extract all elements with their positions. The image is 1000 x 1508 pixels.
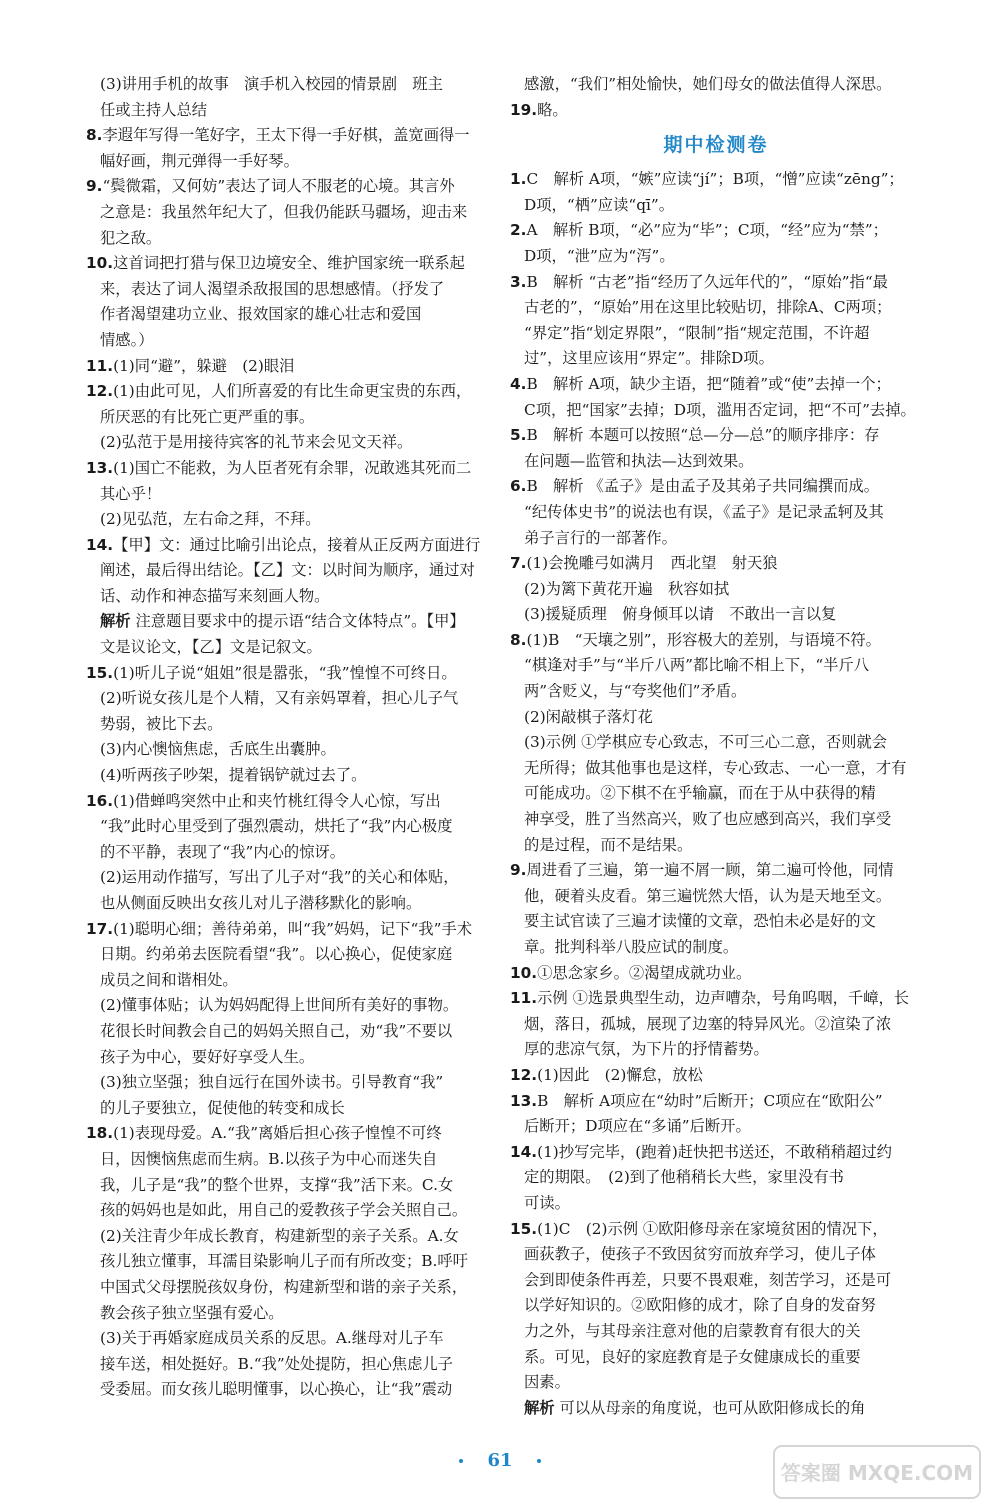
line-text: (2)关注青少年成长教育，构建新型的亲子关系。A.女 bbox=[100, 1226, 459, 1245]
text-line bbox=[86, 558, 494, 584]
line-text: B 解析 A项，缺少主语，把“随着”或“使”去掉一个； bbox=[526, 374, 891, 393]
text-line bbox=[86, 1096, 494, 1122]
text-line bbox=[510, 321, 922, 347]
text-line bbox=[510, 98, 922, 124]
text-line bbox=[86, 430, 494, 456]
text-line bbox=[86, 1224, 494, 1250]
page-number-dot-right bbox=[537, 1459, 541, 1463]
line-text: (2)为篱下黄花开遍 秋容如拭 bbox=[524, 579, 730, 598]
line-text: B 解析 A项应在“幼时”后断开；C项应在“欧阳公” bbox=[537, 1091, 883, 1110]
watermark-text: 答案圈 MXQE.COM bbox=[780, 1461, 974, 1485]
text-line bbox=[510, 1089, 922, 1115]
text-line bbox=[510, 1293, 922, 1319]
text-line bbox=[510, 781, 922, 807]
text-line bbox=[510, 679, 922, 705]
line-text: (1)抄写完毕，(跑着)赶快把书送还，不敢稍稍超过约 bbox=[537, 1142, 892, 1161]
text-line bbox=[86, 1070, 494, 1096]
question-number: 18. bbox=[86, 1124, 114, 1143]
line-text: 示例 ①选景典型生动，边声嘈杂，号角呜咽，千嶂，长 bbox=[537, 989, 910, 1008]
line-text: (1)听儿子说“姐姐”很是嚣张，“我”惶惶不可终日。 bbox=[113, 663, 457, 682]
text-line bbox=[86, 72, 494, 98]
text-line bbox=[510, 500, 922, 526]
line-text: 过”，这里应该用“界定”。排除D项。 bbox=[524, 349, 774, 368]
text-line bbox=[86, 251, 494, 277]
text-line bbox=[86, 354, 494, 380]
line-text: 情感。） bbox=[100, 330, 154, 349]
line-text: 可以从母亲的角度说，也可从欧阳修成长的角 bbox=[554, 1398, 866, 1417]
right-column-answers bbox=[510, 167, 922, 1421]
text-line bbox=[86, 840, 494, 866]
text-line bbox=[86, 226, 494, 252]
question-number: 12. bbox=[510, 1065, 538, 1084]
text-line bbox=[86, 763, 494, 789]
text-line bbox=[86, 379, 494, 405]
line-text: 的儿子要独立，促使他的转变和成长 bbox=[100, 1098, 345, 1117]
line-text: 日期。约弟弟去医院看望“我”。以心换心，促使家庭 bbox=[100, 945, 453, 964]
text-line bbox=[86, 942, 494, 968]
question-number: 2. bbox=[510, 221, 527, 240]
text-line bbox=[510, 909, 922, 935]
text-line bbox=[510, 474, 922, 500]
text-line bbox=[510, 1268, 922, 1294]
text-line bbox=[86, 1147, 494, 1173]
text-line bbox=[86, 865, 494, 891]
text-line bbox=[86, 1275, 494, 1301]
line-text: “纪传体史书”的说法也有误，《孟子》是记录孟轲及其 bbox=[524, 502, 884, 521]
line-text: 日，因懊恼焦虑而生病。B.以孩子为中心而迷失自 bbox=[100, 1149, 438, 1168]
question-number: 11. bbox=[86, 356, 114, 375]
question-number: 15. bbox=[510, 1219, 538, 1238]
line-text: (1)B “天壤之别”，形容极大的差别，与语境不符。 bbox=[526, 630, 881, 649]
line-text: (2)运用动作描写，写出了儿子对“我”的关心和体贴， bbox=[100, 868, 459, 887]
text-line bbox=[510, 986, 922, 1012]
line-text: (1)C (2)示例 ①欧阳修母亲在家境贫困的情况下， bbox=[537, 1219, 888, 1238]
line-text: (1)会挽雕弓如满月 西北望 射天狼 bbox=[526, 554, 778, 573]
text-line bbox=[86, 200, 494, 226]
text-line bbox=[510, 653, 922, 679]
question-number: 13. bbox=[510, 1091, 538, 1110]
line-text: (1)同“避”，躲避 (2)眼泪 bbox=[113, 356, 295, 375]
line-text: ①思念家乡。②渴望成就功业。 bbox=[537, 963, 752, 982]
line-text: 接车送，相处挺好。B.“我”处处提防，担心焦虑儿子 bbox=[100, 1354, 453, 1373]
line-text: 会到即使条件再差，只要不畏艰难，刻苦学习，还是可 bbox=[524, 1270, 892, 1289]
text-line bbox=[86, 507, 494, 533]
text-line bbox=[86, 1121, 494, 1147]
line-text: 之意是：我虽然年纪大了，但我仍能跃马疆场，迎击来 bbox=[100, 202, 468, 221]
line-text: 后断开；D项应在“多诵”后断开。 bbox=[524, 1117, 751, 1136]
text-line bbox=[510, 218, 922, 244]
text-line bbox=[86, 814, 494, 840]
line-text: 力之外，与其母亲注意对他的启蒙教育有很大的关 bbox=[524, 1321, 861, 1340]
question-number: 16. bbox=[86, 791, 114, 810]
question-number: 19. bbox=[510, 100, 538, 119]
text-line bbox=[86, 328, 494, 354]
line-text: 受委屈。而女孩儿聪明懂事，以心换心，让“我”震动 bbox=[100, 1380, 453, 1399]
text-line bbox=[86, 968, 494, 994]
line-text: (1)国亡不能救，为人臣者死有余罪，况敢逃其死而二 bbox=[113, 458, 472, 477]
text-line bbox=[86, 609, 494, 635]
text-line bbox=[86, 149, 494, 175]
question-number: 14. bbox=[510, 1142, 538, 1161]
line-text: C 解析 A项，“嫉”应读“jí”；B项，“憎”应读“zēng”； bbox=[526, 170, 904, 189]
text-line bbox=[510, 372, 922, 398]
question-number: 8. bbox=[86, 126, 103, 145]
line-text: 可读。 bbox=[524, 1193, 570, 1212]
question-number: 17. bbox=[86, 919, 114, 938]
line-text: “鬓微霜，又何妨”表达了词人不服老的心境。其言外 bbox=[102, 177, 455, 196]
text-line bbox=[86, 405, 494, 431]
line-text: B 解析 “古老”指“经历了久远年代的”，“原始”指“最 bbox=[526, 272, 888, 291]
text-line bbox=[86, 1352, 494, 1378]
line-text: “界定”指“划定界限”，“限制”指“规定范围，不许超 bbox=[524, 323, 870, 342]
right-column bbox=[510, 72, 922, 1421]
line-text: C项，把“国家”去掉；D项，滥用否定词，把“不可”去掉。 bbox=[524, 400, 916, 419]
line-text: 孩子为中心，要好好享受人生。 bbox=[100, 1047, 315, 1066]
line-text: 的不平静，表现了“我”内心的惊讶。 bbox=[100, 842, 346, 861]
text-line bbox=[510, 1037, 922, 1063]
question-number: 8. bbox=[510, 630, 527, 649]
line-text: 无所得；做其他事也是这样，专心致志、一心一意，才有 bbox=[524, 758, 907, 777]
text-line bbox=[86, 123, 494, 149]
line-text: A 解析 B项，“必”应为“毕”；C项，“经”应为“禁”； bbox=[526, 221, 888, 240]
text-line bbox=[510, 935, 922, 961]
question-number: 10. bbox=[86, 254, 114, 273]
question-number: 4. bbox=[510, 374, 527, 393]
line-text: (3)示例 ①学棋应专心致志，不可三心二意，否则就会 bbox=[524, 733, 888, 752]
text-line bbox=[86, 712, 494, 738]
line-text: 犯之敌。 bbox=[100, 228, 162, 247]
line-text: (2)闲敲棋子落灯花 bbox=[524, 707, 653, 726]
line-text: 话、动作和神态描写来刻画人物。 bbox=[100, 586, 330, 605]
text-line bbox=[510, 730, 922, 756]
text-line bbox=[510, 961, 922, 987]
question-number: 5. bbox=[510, 426, 527, 445]
text-line bbox=[510, 1217, 922, 1243]
text-line bbox=[510, 1191, 922, 1217]
question-number: 3. bbox=[510, 272, 527, 291]
text-line bbox=[86, 482, 494, 508]
line-text: 来，表达了词人渴望杀敌报国的思想感情。（抒发了 bbox=[100, 279, 445, 298]
line-text: 作者渴望建功立业、报效国家的雄心壮志和爱国 bbox=[100, 305, 422, 324]
line-text: (2)弘范于是用接待宾客的礼节来会见文天祥。 bbox=[100, 433, 413, 452]
text-line bbox=[510, 551, 922, 577]
line-text: 李遐年写得一笔好字，王太下得一手好棋，盖宽画得一 bbox=[102, 126, 470, 145]
line-text: (2)懂事体贴；认为妈妈配得上世间所有美好的事物。 bbox=[100, 996, 459, 1015]
text-line bbox=[510, 346, 922, 372]
line-text: (3)关于再婚家庭成员关系的反思。A.继母对儿子车 bbox=[100, 1329, 444, 1348]
text-line bbox=[510, 167, 922, 193]
line-text: (1)由此可见，人们所喜爱的有比生命更宝贵的东西， bbox=[113, 382, 472, 401]
text-line bbox=[86, 917, 494, 943]
text-line bbox=[510, 72, 922, 98]
line-text: 章。批判科举八股应试的制度。 bbox=[524, 938, 739, 956]
text-line bbox=[510, 1063, 922, 1089]
text-line bbox=[86, 1249, 494, 1275]
question-number: 12. bbox=[86, 382, 114, 401]
text-line bbox=[86, 891, 494, 917]
text-line bbox=[510, 423, 922, 449]
line-text: 文是议论文，【乙】文是记叙文。 bbox=[100, 638, 322, 657]
line-text: 在问题—监管和执法—达到效果。 bbox=[524, 451, 754, 470]
line-text: (3)讲用手机的故事 演手机入校园的情景剧 班主 bbox=[100, 75, 443, 93]
left-column bbox=[86, 72, 494, 1403]
line-text: (1)借蝉鸣突然中止和夹竹桃红得令人心惊，写出 bbox=[113, 791, 441, 810]
question-number: 10. bbox=[510, 963, 538, 982]
text-line bbox=[510, 628, 922, 654]
text-line bbox=[510, 602, 922, 628]
line-text: “我”此时心里受到了强烈震动，烘托了“我”内心极度 bbox=[100, 817, 453, 836]
text-line bbox=[86, 533, 494, 559]
text-line bbox=[86, 302, 494, 328]
question-number: 14. bbox=[86, 535, 114, 554]
line-text: 定的期限。 (2)到了他稍稍长大些，家里没有书 bbox=[524, 1168, 844, 1187]
line-text: (1)聪明心细；善待弟弟，叫“我”妈妈，记下“我”手术 bbox=[113, 919, 472, 938]
line-text: 系。可见，良好的家庭教育是子女健康成长的重要 bbox=[524, 1347, 861, 1366]
text-line bbox=[510, 705, 922, 731]
line-text: “棋逢对手”与“半斤八两”都比喻不相上下，“半斤八 bbox=[524, 656, 870, 675]
line-text: 所厌恶的有比死亡更严重的事。 bbox=[100, 407, 315, 426]
text-line bbox=[86, 98, 494, 124]
text-line bbox=[510, 449, 922, 475]
text-line bbox=[86, 174, 494, 200]
text-line bbox=[510, 270, 922, 296]
text-line bbox=[510, 244, 922, 270]
line-text: 烟，落日，孤城，展现了边塞的特异风光。②渲染了浓 bbox=[524, 1014, 892, 1033]
text-line bbox=[510, 1165, 922, 1191]
line-text: 厚的悲凉气氛，为下片的抒情蓄势。 bbox=[524, 1040, 769, 1059]
text-line bbox=[86, 1301, 494, 1327]
line-text: 孩儿独立懂事，耳濡目染影响儿子而有所改变；B.呼吁 bbox=[100, 1252, 468, 1271]
text-line bbox=[86, 789, 494, 815]
text-line bbox=[86, 456, 494, 482]
page-number-text: 61 bbox=[487, 1450, 513, 1471]
line-text: 我，儿子是“我”的整个世界，支撑“我”活下来。C.女 bbox=[100, 1175, 454, 1194]
text-line bbox=[86, 1326, 494, 1352]
line-text: 阐述，最后得出结论。【乙】文：以时间为顺序，通过对 bbox=[100, 561, 475, 580]
text-line bbox=[510, 526, 922, 552]
question-number: 13. bbox=[86, 458, 114, 477]
question-number: 9. bbox=[86, 177, 103, 196]
question-number: 6. bbox=[510, 477, 527, 496]
line-text: 注意题目要求中的提示语“结合文体特点”。【甲】 bbox=[130, 612, 465, 631]
text-line bbox=[86, 993, 494, 1019]
line-text: 成员之间和谐相处。 bbox=[100, 970, 238, 989]
line-text: 教会孩子独立坚强有爱心。 bbox=[100, 1303, 284, 1322]
text-line bbox=[86, 737, 494, 763]
line-text: 也从侧面反映出女孩儿对儿子潜移默化的影响。 bbox=[100, 894, 422, 912]
line-text: D项，“栖”应读“qī”。 bbox=[524, 195, 675, 214]
analysis-label: 解析 bbox=[100, 612, 131, 631]
text-line bbox=[510, 398, 922, 424]
analysis-label: 解析 bbox=[524, 1398, 555, 1417]
text-line bbox=[86, 277, 494, 303]
line-text: 两”含贬义，与“夸奖他们”矛盾。 bbox=[524, 682, 747, 701]
text-line bbox=[86, 1377, 494, 1403]
text-line bbox=[510, 193, 922, 219]
text-line bbox=[510, 1396, 922, 1422]
text-line bbox=[510, 1319, 922, 1345]
line-text: D项，“泄”应为“泻”。 bbox=[524, 246, 675, 265]
line-text: 【甲】文：通过比喻引出论点，接着从正反两方面进行 bbox=[113, 535, 481, 554]
line-text: 以学好知识的。②欧阳修的成才，除了自身的发奋努 bbox=[524, 1296, 876, 1315]
text-line bbox=[510, 1140, 922, 1166]
text-line bbox=[86, 635, 494, 661]
line-text: B 解析 《孟子》是由孟子及其弟子共同编撰而成。 bbox=[526, 477, 880, 496]
text-line bbox=[86, 584, 494, 610]
line-text: (3)独立坚强；独自远行在国外读书。引导教育“我” bbox=[100, 1073, 444, 1092]
text-line bbox=[510, 295, 922, 321]
question-number: 15. bbox=[86, 663, 114, 682]
line-text: 这首词把打猎与保卫边境安全、维护国家统一联系起 bbox=[113, 254, 465, 273]
text-line bbox=[86, 1045, 494, 1071]
line-text: 中国式父母摆脱孩奴身份，构建新型和谐的亲子关系， bbox=[100, 1277, 468, 1296]
line-text: (2)听说女孩儿是个人精，又有亲妈罩着，担心儿子气 bbox=[100, 689, 459, 708]
text-line bbox=[510, 1345, 922, 1371]
text-line bbox=[510, 807, 922, 833]
text-line bbox=[510, 833, 922, 859]
text-line bbox=[510, 756, 922, 782]
line-text: B 解析 本题可以按照“总—分—总”的顺序排序：存 bbox=[526, 426, 880, 445]
line-text: 周进看了三遍，第一遍不屑一顾，第二遍可怜他，同情 bbox=[526, 861, 894, 880]
line-text: 任或主持人总结 bbox=[100, 100, 208, 119]
line-text: 孩的妈妈也是如此，用自己的爱教孩子学会关照自己。 bbox=[100, 1201, 468, 1220]
text-line bbox=[86, 1198, 494, 1224]
line-text: 因素。 bbox=[524, 1373, 570, 1392]
page-number-dot-left bbox=[459, 1459, 463, 1463]
line-text: 略。 bbox=[537, 100, 568, 119]
line-text: 要主试官读了三遍才读懂的文章，恐怕未必是好的文 bbox=[524, 912, 876, 931]
line-text: 势弱，被比下去。 bbox=[100, 714, 223, 733]
line-text: 古老的”，“原始”用在这里比较贴切，排除A、C两项； bbox=[524, 298, 892, 317]
text-line bbox=[510, 1114, 922, 1140]
question-number: 11. bbox=[510, 989, 538, 1008]
watermark-logo bbox=[770, 1440, 990, 1504]
line-text: 可能成功。②下棋不在乎输赢，而在于从中获得的精 bbox=[524, 784, 876, 803]
line-text: 弟子言行的一部著作。 bbox=[524, 528, 677, 547]
text-line bbox=[510, 1012, 922, 1038]
text-line bbox=[86, 686, 494, 712]
line-text: (2)见弘范，左右命之拜，不拜。 bbox=[100, 510, 321, 529]
line-text: (3)援疑质理 俯身倾耳以请 不敢出一言以复 bbox=[524, 605, 837, 624]
text-line bbox=[86, 661, 494, 687]
line-text: (3)内心懊恼焦虑，舌底生出囊肿。 bbox=[100, 740, 336, 759]
section-title: 期中检测卷 bbox=[663, 134, 769, 157]
text-line bbox=[510, 884, 922, 910]
line-text: 其心乎！ bbox=[100, 484, 162, 503]
question-number: 9. bbox=[510, 861, 527, 880]
line-text: 感激，“我们”相处愉快，她们母女的做法值得人深思。 bbox=[524, 75, 892, 93]
text-line bbox=[510, 1242, 922, 1268]
line-text: 他，硬着头皮看。第三遍恍然大悟，认为是天地至文。 bbox=[524, 886, 892, 905]
line-text: 神享受，胜了当然高兴，败了也应感到高兴，我们享受 bbox=[524, 810, 892, 829]
line-text: 画荻教子，使孩子不致因贫穷而放弃学习，使儿子体 bbox=[524, 1245, 876, 1264]
line-text: (1)表现母爱。A.“我”离婚后担心孩子惶惶不可终 bbox=[113, 1124, 442, 1143]
text-line bbox=[510, 858, 922, 884]
line-text: 的是过程，而不是结果。 bbox=[524, 835, 693, 854]
text-line bbox=[510, 577, 922, 603]
line-text: (1)因此 (2)懈怠，放松 bbox=[537, 1065, 703, 1084]
right-column-continuation bbox=[510, 72, 922, 123]
line-text: 幅好画，荆元弹得一手好琴。 bbox=[100, 151, 299, 170]
question-number: 7. bbox=[510, 554, 527, 573]
line-text: 花很长时间教会自己的妈妈关照自己，劝“我”不要以 bbox=[100, 1021, 453, 1040]
question-number: 1. bbox=[510, 170, 527, 189]
text-line bbox=[86, 1019, 494, 1045]
text-line bbox=[510, 1370, 922, 1396]
line-text: (4)听两孩子吵架，提着锅铲就过去了。 bbox=[100, 766, 367, 785]
text-line bbox=[86, 1173, 494, 1199]
